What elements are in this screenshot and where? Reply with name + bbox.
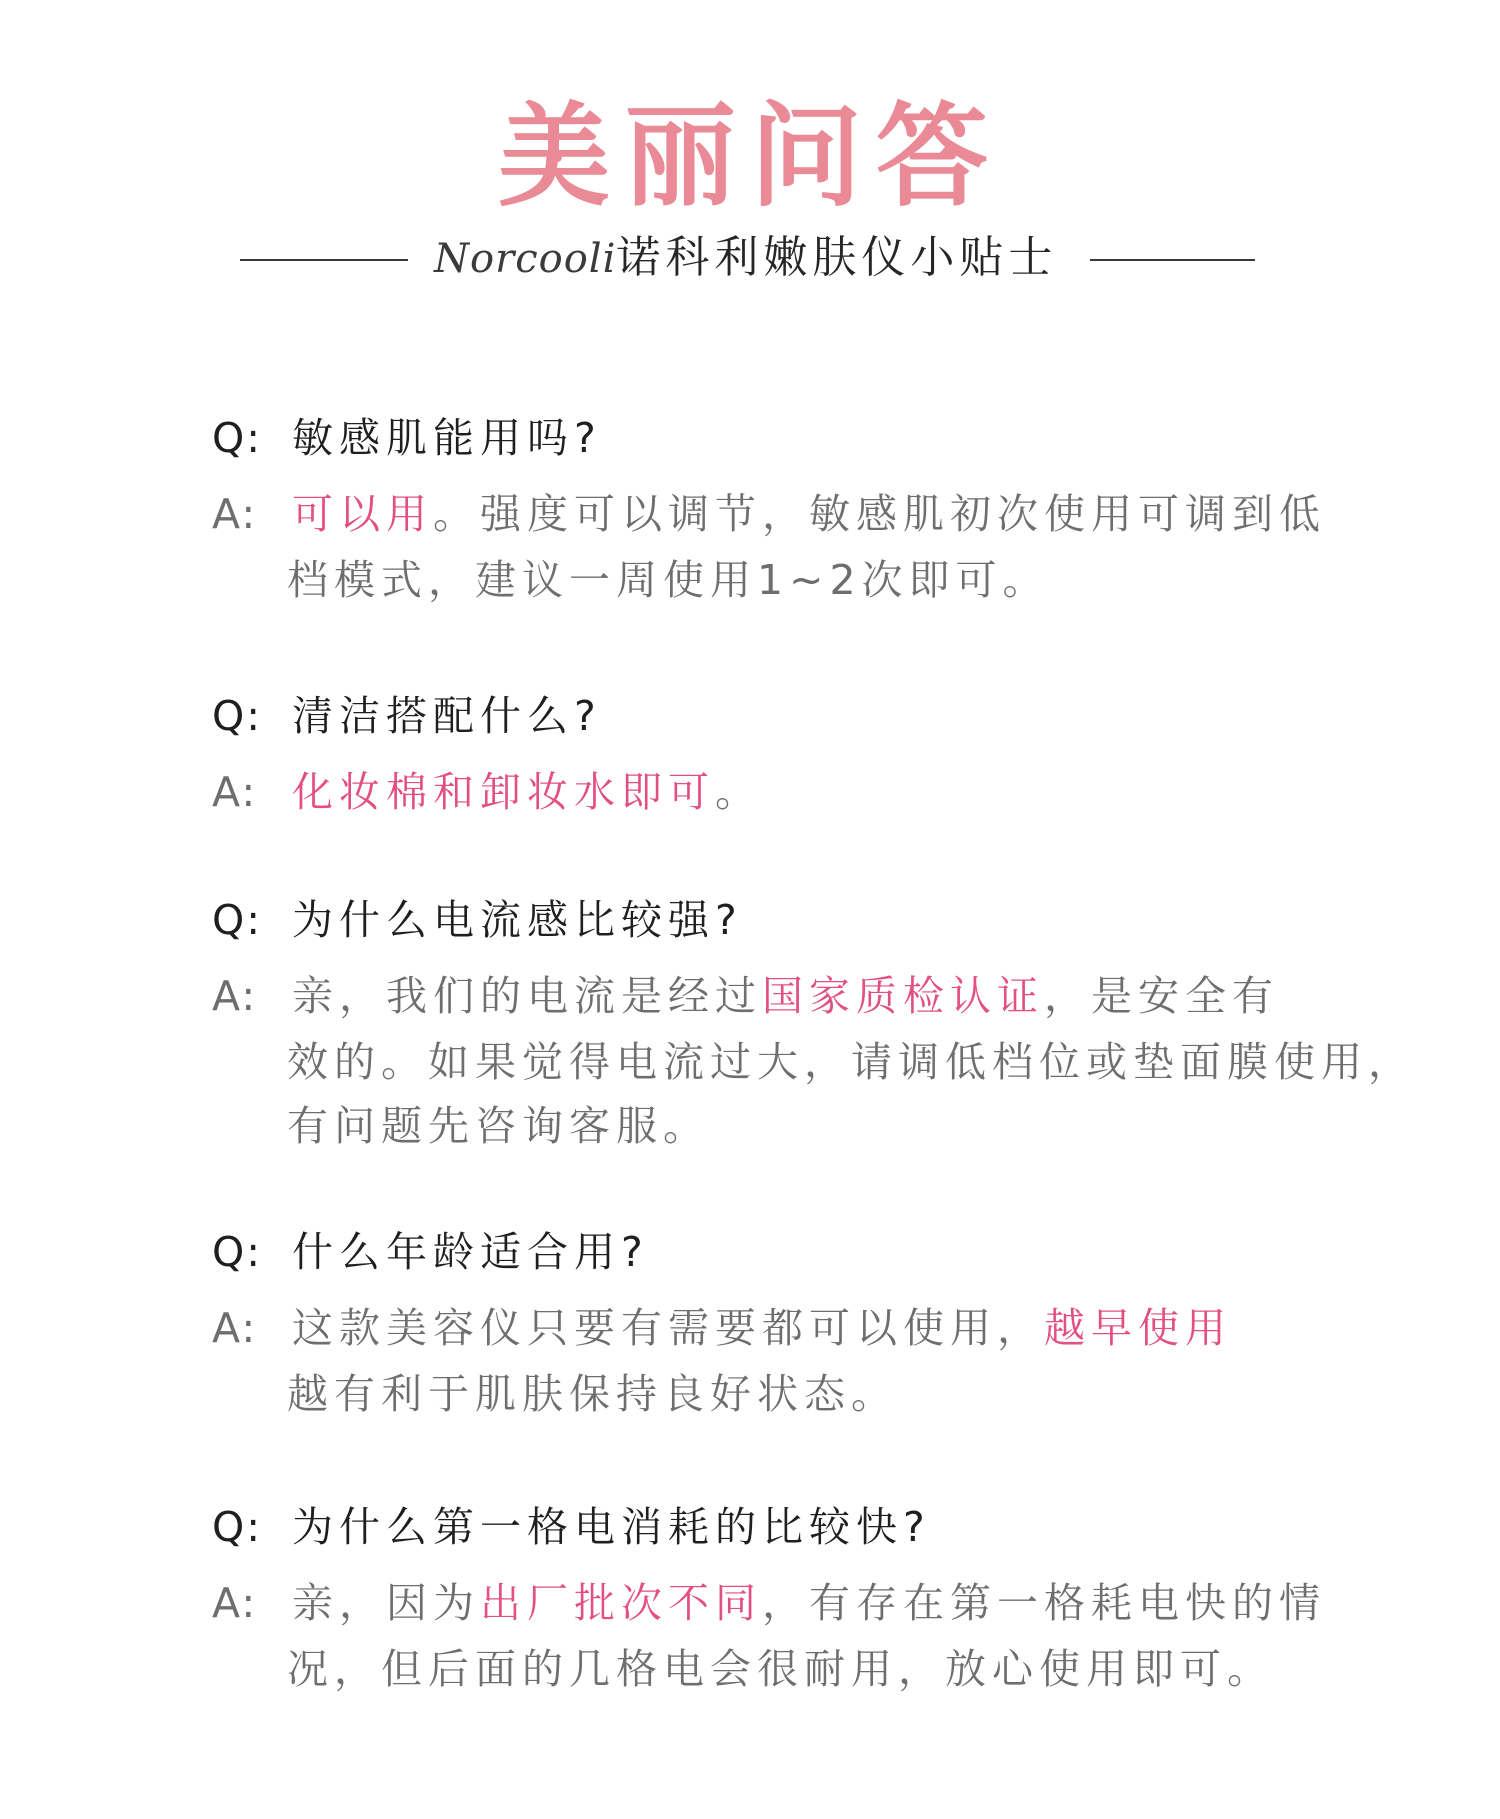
answer-text: 档模式，建议一周使用1~2次即可。 bbox=[287, 556, 1050, 604]
answer-line bbox=[212, 1296, 1412, 1360]
answer-highlight: 出厂批次不同 bbox=[480, 1579, 762, 1627]
question-line bbox=[212, 684, 1412, 748]
question-line bbox=[212, 406, 1412, 470]
answer-segment: 。强度可以调节，敏感肌初次使用可调到低 bbox=[433, 490, 1326, 538]
answer-segment: ，是安全有 bbox=[1044, 972, 1279, 1020]
answer-text: 有问题先咨询客服。 bbox=[287, 1102, 710, 1150]
qa-item-3 bbox=[212, 888, 1415, 1158]
answer-segment: 亲，我们的电流是经过 bbox=[292, 972, 762, 1020]
answer-text bbox=[292, 482, 1326, 546]
answer-line bbox=[212, 1637, 1412, 1701]
answer-prefix: A: bbox=[212, 490, 258, 538]
question-line bbox=[212, 1495, 1412, 1559]
qa-item-2 bbox=[212, 684, 1412, 824]
answer-highlight: 可以用 bbox=[292, 490, 433, 538]
answer-prefix: A: bbox=[212, 1579, 258, 1627]
answer-highlight: 越有利于肌肤保持良好状态。 bbox=[287, 1370, 898, 1418]
answer-highlight: 国家质检认证 bbox=[762, 972, 1044, 1020]
answer-line bbox=[212, 548, 1412, 612]
question-text: 为什么电流感比较强? bbox=[292, 896, 743, 944]
question-text: 为什么第一格电消耗的比较快? bbox=[292, 1503, 931, 1551]
question-text: 什么年龄适合用? bbox=[292, 1228, 649, 1276]
question-prefix: Q: bbox=[212, 896, 263, 944]
subtitle-text: 诺科利嫩肤仪小贴士 bbox=[616, 232, 1058, 283]
answer-highlight: 越早使用 bbox=[1044, 1304, 1232, 1352]
question-text: 清洁搭配什么? bbox=[292, 692, 602, 740]
answer-text: 效的。如果觉得电流过大，请调低档位或垫面膜使用， bbox=[287, 1038, 1415, 1086]
subtitle-row bbox=[0, 228, 1500, 288]
answer-prefix: A: bbox=[212, 768, 258, 816]
qa-item-1 bbox=[212, 406, 1412, 612]
question-line bbox=[212, 888, 1412, 952]
answer-line bbox=[212, 482, 1412, 546]
answer-segment: 这款美容仪只要有需要都可以使用， bbox=[292, 1304, 1044, 1352]
answer-highlight: 化妆棉和卸妆水即可 bbox=[292, 768, 715, 816]
answer-prefix: A: bbox=[212, 1304, 258, 1352]
question-prefix: Q: bbox=[212, 1228, 263, 1276]
answer-segment: 。 bbox=[715, 768, 762, 816]
answer-line bbox=[212, 760, 1412, 824]
question-prefix: Q: bbox=[212, 414, 263, 462]
answer-text: 况，但后面的几格电会很耐用，放心使用即可。 bbox=[287, 1645, 1274, 1693]
answer-line bbox=[212, 1362, 1412, 1426]
answer-line bbox=[212, 1571, 1412, 1635]
answer-text bbox=[292, 1571, 1326, 1635]
question-prefix: Q: bbox=[212, 1503, 263, 1551]
question-prefix: Q: bbox=[212, 692, 263, 740]
answer-segment: ，有存在第一格耗电快的情 bbox=[762, 1579, 1326, 1627]
subtitle bbox=[434, 228, 1074, 288]
right-divider bbox=[1090, 259, 1255, 261]
answer-text bbox=[292, 760, 762, 824]
qa-item-5 bbox=[212, 1495, 1412, 1701]
brand-script-logo: Norcooli bbox=[434, 236, 617, 282]
answer-text bbox=[292, 1296, 1232, 1360]
page-title: 美丽问答 bbox=[498, 91, 1002, 222]
answer-line bbox=[212, 964, 1412, 1028]
qa-item-4 bbox=[212, 1220, 1412, 1426]
question-text: 敏感肌能用吗? bbox=[292, 414, 602, 462]
question-line bbox=[212, 1220, 1412, 1284]
answer-segment: 亲，因为 bbox=[292, 1579, 480, 1627]
answer-line bbox=[212, 1094, 1412, 1158]
answer-line bbox=[212, 1030, 1415, 1094]
answer-prefix: A: bbox=[212, 972, 258, 1020]
answer-text bbox=[292, 964, 1279, 1028]
left-divider bbox=[240, 259, 408, 261]
